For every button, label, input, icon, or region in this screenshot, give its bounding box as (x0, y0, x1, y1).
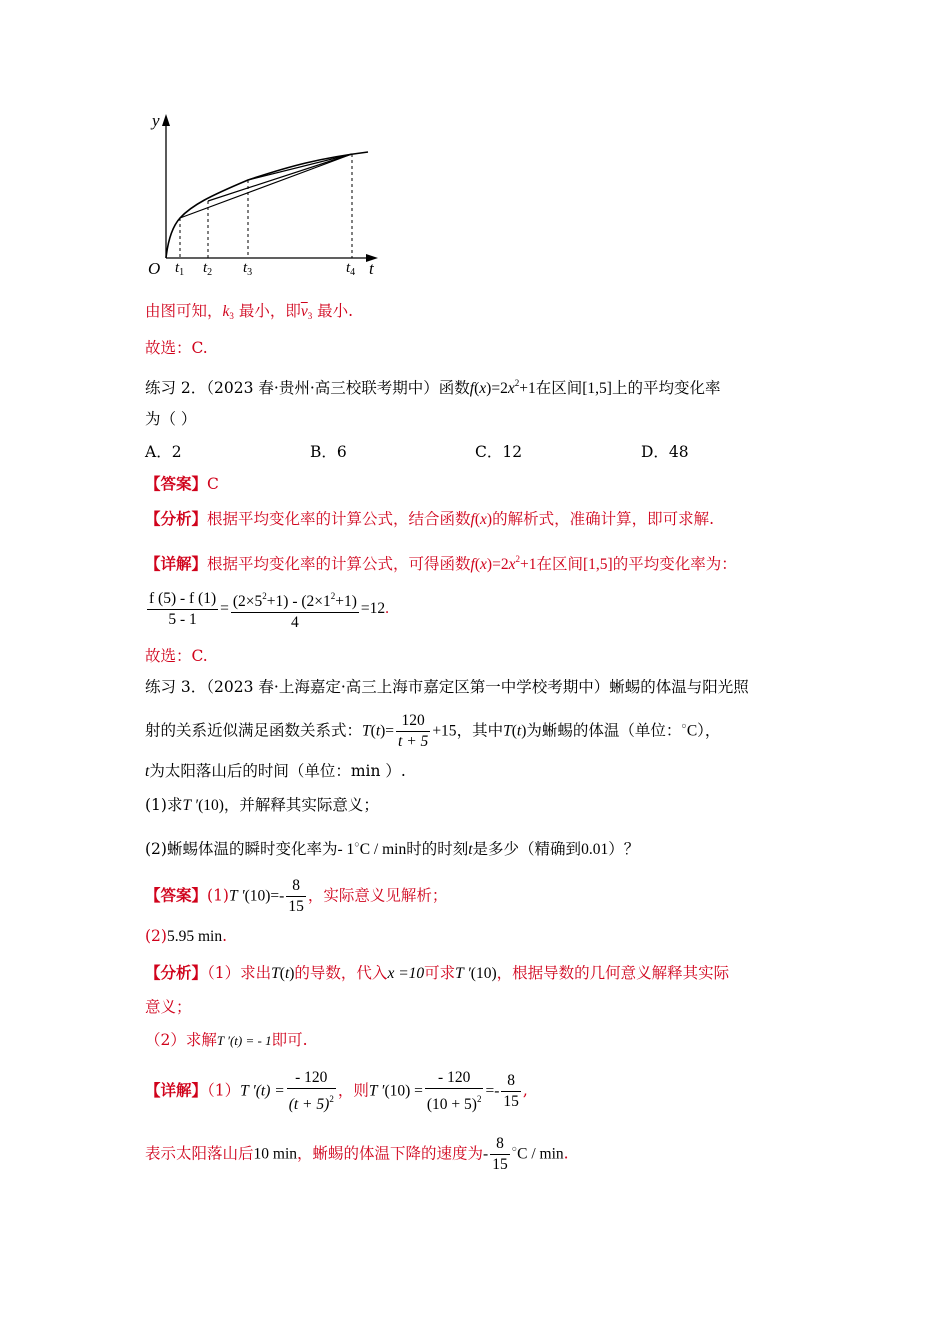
detail-frac-2-den: (10 + 5) (426, 1096, 477, 1113)
s2-post: 即可. (271, 1031, 308, 1049)
final-num: 8 (490, 1134, 510, 1155)
q3-answer-den: 15 (288, 898, 304, 915)
q3-answer-p2: (2) (145, 927, 167, 945)
calc-period: . (385, 600, 390, 618)
detail-frac-2-num: - 120 (425, 1068, 484, 1089)
detail-frac-3-num: 8 (501, 1071, 521, 1092)
detail-frac-1: $\frac{- 120}{(t + 5)^2}$ (288, 1069, 334, 1113)
conclusion-1-pre: 由图可知， (145, 302, 223, 320)
conclusion-1-mid: 最小，即 (233, 302, 301, 320)
s2-eq: T ′(t) = - 1 (216, 1033, 272, 1048)
axis-y-label: y (152, 111, 160, 130)
final-mid: ，蜥蜴的体温下降的速度为 (297, 1144, 484, 1163)
p1-pre: (1)求 (145, 796, 183, 814)
q3-answer-val: 5.95 min (166, 928, 223, 945)
q2-calculation: $\frac{f (5) - f (1)}{5 - 1}$ = $\frac{(2\times 5^2+1) - (2\times 1^2+1)}{4}$ =12. (145, 586, 389, 633)
detail-mid: 在区间 (536, 555, 583, 573)
tick-t2: $t_2$ (203, 260, 213, 278)
q3-analysis-1: 【分析】（1）求出T(t)的导数，代入x =10可求T ′(10)，根据导数的几何意义解释其实际 (145, 963, 730, 982)
analysis-tag: 【分析】 (145, 509, 208, 528)
q3-answer-dot: . (222, 927, 228, 945)
q3-line1-text: （2023 春·上海嘉定·高三上海市嘉定区第一中学校考期中）蜥蜴的体温与阳光照 (206, 678, 749, 696)
x-symbol: x (479, 380, 487, 397)
choice-1: 故选：C. (145, 339, 208, 357)
q3-line2: 射的关系近似满足函数关系式：T(t)= $\frac{120}{t + 5}$ +15，其中T(t)为蜥蜴的体温（单位：○C）， (145, 712, 721, 750)
q3-answer-1: 【答案】(1)T ′(10)=- $\frac{8}{15}$ ，实际意义见解析； (145, 877, 448, 915)
q3-part2: (2)蜥蜴体温的瞬时变化率为- 1○C / min时的时刻t是多少（精确到0.01）？ (145, 839, 640, 858)
detail-eq: =- (485, 1082, 500, 1100)
q3-analysis-2: 意义； (145, 998, 192, 1016)
frac-2-num: $(2\times 5^2+1) - (2\times 1^2+1)$ (231, 586, 359, 613)
secant-3 (248, 154, 352, 180)
detail-frac-3 (501, 1071, 521, 1112)
q3-label: 练习 3． (145, 678, 207, 696)
final-den: 15 (492, 1156, 508, 1173)
q3-answer-num: 8 (286, 876, 306, 897)
detail-pre: 根据平均变化率的计算公式，可得函数 (207, 555, 471, 573)
s2-pre: （2）求解 (145, 1031, 217, 1049)
p1-arg: 10 (203, 797, 219, 814)
detail-post: 的平均变化率为： (612, 555, 737, 573)
q3-line2-mid: ，其中 (456, 721, 504, 740)
p2-pre: (2)蜥蜴体温的瞬时变化率为 (145, 840, 338, 858)
p2-post: 是多少（精确到 (472, 840, 582, 858)
unit-c: C (686, 722, 698, 740)
detail-frac-3-den: 15 (503, 1093, 519, 1110)
calc-result: =12 (360, 600, 386, 618)
detail-comma: , (522, 1081, 528, 1100)
q3-part1: (1)求T ′(10)，并解释其实际意义； (145, 796, 379, 814)
answer-text: C (207, 475, 219, 493)
detail-frac-1-den: (t + 5) (288, 1096, 330, 1113)
q3-answer-p1: (1) (207, 886, 229, 905)
q3-detail: 【详解】（1）T ′(t) = $\frac{- 120}{(t + 5)^2}$ ，则T ′(10) = $\frac{- 120}{(10 + 5)^2}$ =- $\frac{8}{15}$ , (145, 1069, 528, 1113)
q3-answer-frac (286, 876, 306, 917)
final-minus: - (483, 1145, 489, 1163)
final-dot: . (563, 1144, 569, 1163)
detail-frac-1-num: - 120 (287, 1068, 336, 1089)
option-c[interactable]: C．12 (475, 443, 523, 461)
p2-prec: 0.01 (581, 841, 609, 858)
p2-unit: C / min (359, 841, 407, 858)
detail-tag: 【详解】 (145, 554, 208, 573)
rate-graph (140, 108, 390, 283)
q3-line1 (145, 676, 749, 698)
option-b[interactable]: B．6 (310, 443, 347, 461)
frac-2-den: 4 (291, 614, 299, 631)
option-a[interactable]: A．2 (145, 443, 182, 461)
k-sub: 3 (229, 311, 234, 321)
q3-line3: t为太阳落山后的时间（单位：min ）. (145, 762, 406, 780)
q2-post: 上的平均变化率 (611, 379, 721, 397)
q3-answer-tag: 【答案】 (145, 885, 208, 905)
final-frac (490, 1134, 510, 1175)
curve (166, 152, 368, 258)
q3-detail-tag: 【详解】 (145, 1080, 208, 1100)
option-d[interactable]: D．48 (641, 443, 689, 461)
y-axis-arrow (162, 114, 170, 126)
choice-2: 故选：C. (145, 647, 208, 665)
tick-t1: $t_1$ (175, 260, 185, 278)
p1-post: ，并解释其实际意义； (223, 796, 379, 814)
q3-detail-p1: （1） (207, 1081, 241, 1100)
q3-line2-post: 为蜥蜴的体温（单位： (526, 721, 682, 740)
q3-final: 表示太阳落山后10 min，蜥蜴的体温下降的速度为- $\frac{8}{15}$ ○C / min. (145, 1135, 569, 1173)
analysis-pre: 根据平均变化率的计算公式，结合函数 (207, 510, 471, 528)
tick-t4: $t_4$ (346, 260, 356, 278)
q3-line2-end: ）， (697, 721, 721, 740)
exp: 2 (514, 378, 520, 388)
q3-answer-2 (145, 925, 227, 948)
s1-pre: （1）求出 (207, 964, 272, 982)
conclusion-1 (145, 300, 353, 327)
p2-rate: - 1 (337, 841, 355, 858)
q2-source: （2023 春·贵州·高三校联考期中）函数 (206, 379, 470, 397)
q3-analysis-tag: 【分析】 (145, 963, 208, 982)
q2-detail: 【详解】根据平均变化率的计算公式，可得函数$f(x)=2x^2+1$在区间[1,5]的平均变化率为： (145, 554, 737, 573)
frac-2 (231, 586, 359, 633)
plus: +1 (519, 380, 536, 397)
frac-1 (147, 589, 218, 630)
q3-line2-pre: 射的关系近似满足函数关系式： (145, 721, 363, 740)
eq: =2 (491, 380, 508, 397)
frac-1-num: f (5) - f (1) (147, 589, 218, 610)
frac-1-den: 5 - 1 (168, 611, 197, 628)
q2-answer (145, 473, 219, 495)
k-symbol: k (222, 303, 230, 320)
s1-post: ，根据导数的几何意义解释其实际 (496, 964, 730, 982)
q2-label: 练习 2． (145, 379, 207, 397)
final-unit: C / min (517, 1145, 564, 1163)
final-pre: 表示太阳落山后 (145, 1144, 254, 1163)
v-bar-symbol: $\overline{v}$ (300, 303, 308, 320)
axis-t-label: t (369, 259, 374, 278)
tick-t3: $t_3$ (243, 260, 253, 278)
final-time: 10 min (253, 1145, 298, 1163)
detail-frac-2: $\frac{- 120}{(10 + 5)^2}$ (426, 1069, 482, 1113)
q2-analysis: 【分析】根据平均变化率的计算公式，结合函数f(x)的解析式，准确计算，即可求解. (145, 509, 715, 528)
detail-then: ，则 (337, 1081, 369, 1100)
v-sub: 3 (307, 311, 313, 321)
s1-mid2: 可求 (424, 964, 456, 982)
q3-frac-num: 120 (396, 711, 430, 732)
interval: 1,5 (587, 380, 607, 397)
plus15: +15 (432, 722, 457, 740)
origin-label: O (148, 259, 161, 278)
q3-analysis-3 (145, 1029, 308, 1052)
secant-2 (208, 154, 352, 201)
p2-mid: 时的时刻 (406, 840, 469, 858)
p2-end: ）？ (608, 840, 640, 858)
f-symbol: f (469, 380, 475, 397)
s1-x: x =10 (387, 965, 425, 982)
analysis-post: 的解析式，准确计算，即可求解. (492, 510, 715, 528)
q2-line1: 练习 2．（2023 春·贵州·高三校联考期中）函数$f(x)=2x^2+1$在区间[1,5]上的平均变化率 (145, 378, 721, 397)
s1-mid: 的导数，代入 (294, 964, 388, 982)
q3-frac-den: t + 5 (398, 733, 429, 750)
conclusion-1-post: 最小. (312, 302, 354, 320)
q3-line3-text: 为太阳落山后的时间（单位：min ）. (149, 762, 406, 780)
q3-answer-eq: =- (270, 887, 285, 905)
answer-tag: 【答案】 (145, 474, 208, 493)
q2-mid: 在区间 (535, 379, 583, 397)
q3-frac (396, 711, 430, 752)
q2-line2: 为（ ） (145, 410, 197, 428)
q3-answer-post: ，实际意义见解析； (307, 886, 448, 905)
secant-1 (180, 154, 352, 218)
